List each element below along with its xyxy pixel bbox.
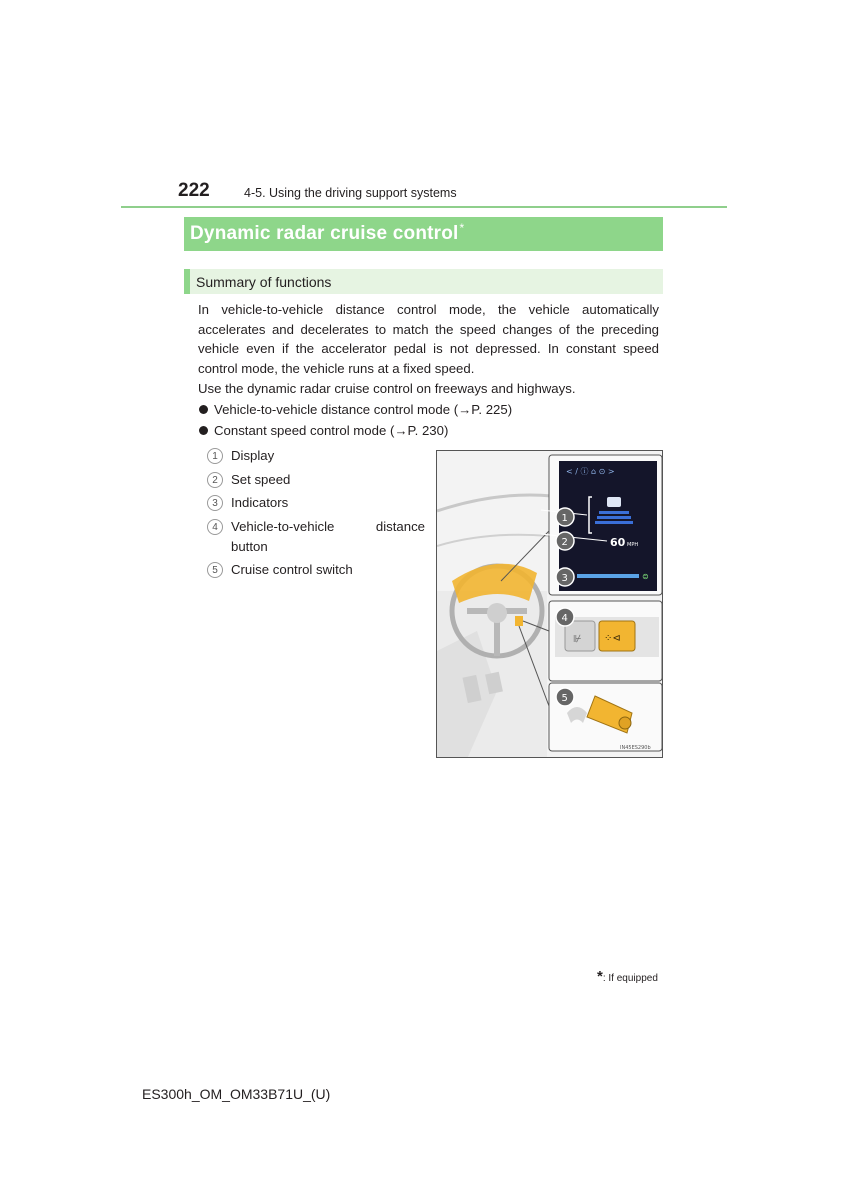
subtitle-bar <box>184 269 663 294</box>
footnote-asterisk: * <box>597 968 603 985</box>
footnote-text: : If equipped <box>602 973 658 984</box>
subtitle: Summary of functions <box>196 273 332 290</box>
indicator-icon: ⊜ <box>642 572 649 581</box>
legend-number: 4 <box>207 519 223 535</box>
bullet-item <box>199 423 448 438</box>
indicator-bar <box>577 574 639 578</box>
bullet-text: Vehicle-to-vehicle distance control mode (→P. 225) <box>214 402 513 417</box>
svg-text:5: 5 <box>561 693 568 704</box>
figure-code: IN45ES290b <box>620 745 651 751</box>
distance-bar <box>599 511 629 514</box>
intro-paragraph: In vehicle-to-vehicle distance control mode, the vehicle automatically accelerates and decelerates to match the speed changes of the preceding vehicle even if the accelerator pedal is not depressed. In constant speed control mode, the vehicle runs at a fixed speed. <box>198 302 659 376</box>
distance-button-icon: ⁘⊲ <box>604 633 621 644</box>
footer-code: ES300h_OM_OM33B71U_(U) <box>142 1086 331 1102</box>
distance-bar <box>597 516 631 519</box>
legend-number: 3 <box>207 495 223 511</box>
usage-paragraph: Use the dynamic radar cruise control on freeways and highways. <box>198 381 576 396</box>
legend-item <box>207 470 425 490</box>
legend-number: 1 <box>207 448 223 464</box>
distance-bar <box>595 521 633 524</box>
legend-number: 5 <box>207 562 223 578</box>
preceding-vehicle-icon <box>607 497 621 507</box>
legend-item <box>207 446 425 466</box>
windshield-line <box>437 495 552 511</box>
legend-text: Vehicle-to-vehicle distance button <box>231 519 425 554</box>
callout-3 <box>556 568 574 586</box>
dashboard-line <box>437 535 549 546</box>
page-number: 222 <box>178 180 210 201</box>
legend-text: Display <box>231 448 275 463</box>
header-rule <box>121 206 727 208</box>
callout-2 <box>556 532 574 550</box>
set-speed-unit: MPH <box>627 542 639 548</box>
callout-1 <box>556 508 574 526</box>
cockpit-illustration <box>436 450 663 758</box>
legend-text: Indicators <box>231 495 289 510</box>
legend-text: Cruise control switch <box>231 562 353 577</box>
bullet-dot <box>199 405 208 414</box>
svg-text:4: 4 <box>561 613 568 624</box>
legend-number: 2 <box>207 472 223 488</box>
legend-item <box>207 560 425 580</box>
bullet-text: Constant speed control mode (→P. 230) <box>214 423 449 438</box>
section-reference: 4-5. Using the driving support systems <box>244 186 457 200</box>
cockpit-drawing <box>437 451 663 758</box>
legend-item <box>207 517 425 557</box>
callout-4 <box>556 608 574 626</box>
switch-highlight <box>515 616 523 626</box>
steering-hub <box>487 603 507 623</box>
cruise-switch-tip <box>619 717 631 729</box>
title-bar <box>184 217 663 251</box>
legend-item <box>207 493 425 513</box>
set-speed-value: 60 <box>610 536 626 549</box>
svg-text:1: 1 <box>561 513 568 524</box>
footnote <box>597 968 658 985</box>
legend-text: Set speed <box>231 472 291 487</box>
svg-text:2: 2 <box>561 537 568 548</box>
bullet-dot <box>199 426 208 435</box>
callout-5 <box>556 688 574 706</box>
adjacent-button-icon: ⊮ <box>573 634 582 645</box>
display-top-icons: < / ⓘ ⌂ ⊙ > <box>566 467 615 476</box>
bullet-item <box>199 402 512 417</box>
page-title: Dynamic radar cruise control <box>190 223 459 244</box>
svg-text:3: 3 <box>561 573 568 584</box>
title-asterisk: * <box>459 221 465 235</box>
